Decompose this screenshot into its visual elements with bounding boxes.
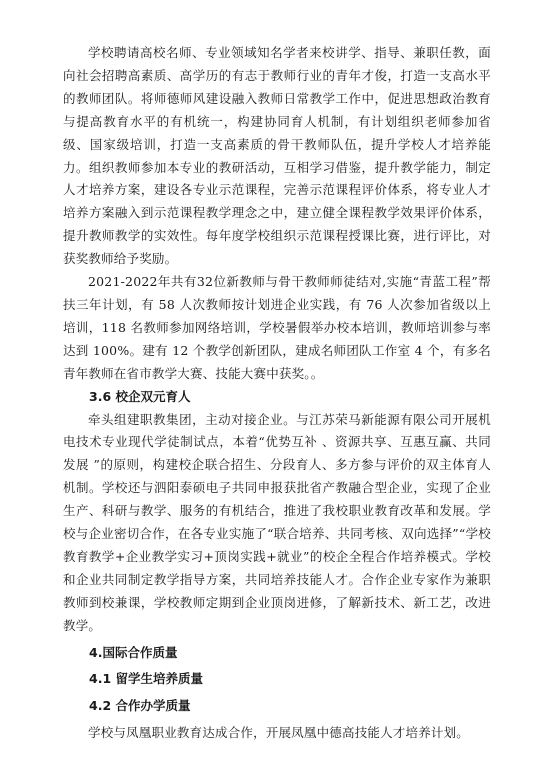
paragraph-teacher-recruitment: 学校聘请高校名师、专业领域知名学者来校讲学、指导、兼职任教，面向社会招聘高素质、高学历的有志于教师行业的青年才俊，打造一支高水平的教师团队。将师德师风建设融入教师日常教学工作中，促进思想政治教育与提高教育水平的有机统一，构建协同育人机制，有计划组织老师参加省级、国家级培训，打造一支高素质的骨干教师队伍，提升学校人才培养能力。组织教师参加本专业的教研活动，互相学习借鉴，提升教学能力，制定人才培养方案，建设各专业示范课程，完善示范课程评价体系，将专业人才培养方案融入到示范课程教学理念之中，建立健全课程教学效果评价体系，提升教师教学的实效性。每年度学校组织示范课程授课比赛，进行评比，对获奖教师给予奖励。 (63, 45, 491, 267)
paragraph-phoenix-cooperation: 学校与凤凰职业教育达成合作，开展凤凰中德高技能人才培养计划。 (88, 725, 470, 741)
subsection-heading-cooperative-education: 4.2 合作办学质量 (89, 698, 191, 714)
document-page (63, 42, 491, 745)
subsection-heading-foreign-students: 4.1 留学生培养质量 (89, 671, 203, 687)
paragraph-teacher-training-stats: 2021-2022年共有32位新教师与骨干教师师徒结对,实施“青蓝工程”帮扶三年计划，有 58 人次教师按计划进企业实践，有 76 人次参加省级以上培训，118 名教师参加网络培训，学校暑假举办校本培训，教师培训参与率达到 100%。建有 12 个教学创新团队，建成名师团队工作室 4 个，有多名青年教师在省市教学大赛、技能大赛中获奖。。 (63, 274, 491, 381)
paragraph-school-enterprise-cooperation: 牵头组建职教集团，主动对接企业。与江苏荣马新能源有限公司开展机电技术专业现代学徒制试点，本着“优势互补 、资源共享、互惠互赢、共同发展 ”的原则，构建校企联合招生、分段育人、多方参与评价的双主体育人机制。学校还与泗阳泰硕电子共同申报获批省产教融合型企业，实现了企业生产、科研与教学、服务的有机结合，推进了我校职业教育改革和发展。学校与企业密切合作，在各专业实施了“联合培养、共同考核、双向选择”“学校教育教学+企业教学实习+顶岗实践+就业”的校企全程合作培养模式。学校和企业共同制定教学指导方案，共同培养技能人才。合作企业专家作为兼职教师到校兼课，学校教师定期到企业顶岗进修，了解新技术、新工艺，改进教学。 (63, 411, 491, 633)
section-heading-school-enterprise: 3.6 校企双元育人 (89, 388, 191, 404)
section-heading-international-cooperation: 4.国际合作质量 (89, 644, 178, 660)
